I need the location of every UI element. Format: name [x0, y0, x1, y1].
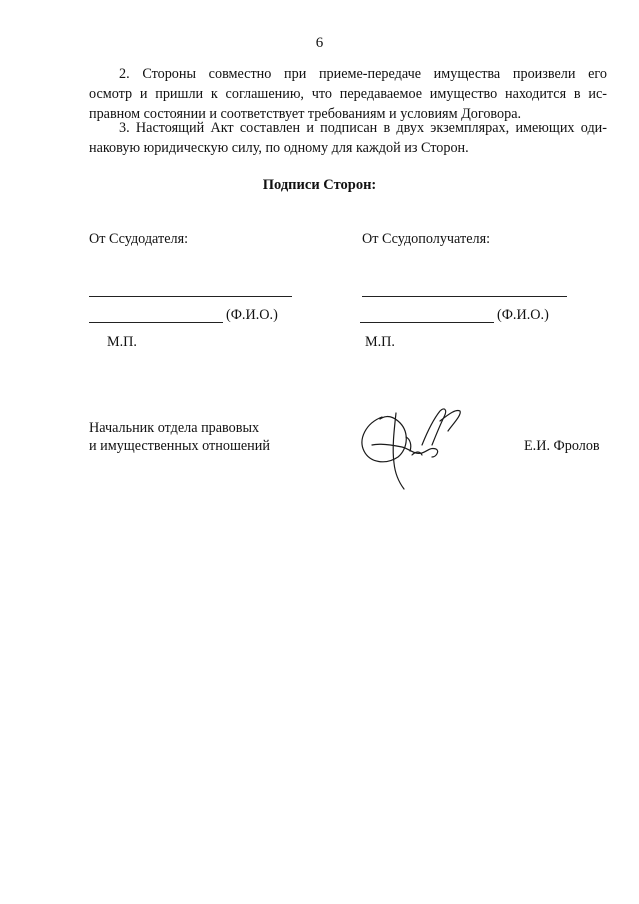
paragraph-2-line-2: осмотр и пришли к соглашению, что передаваемое имущество находится в ис- [89, 86, 607, 102]
borrower-fio-label: (Ф.И.О.) [497, 307, 549, 323]
lender-label: От Ссудодателя: [89, 231, 189, 247]
lender-signature-line [89, 296, 292, 297]
paragraph-3 [89, 118, 607, 158]
handwritten-signature [352, 401, 472, 493]
paragraph-3-line-2: наковую юридическую силу, по одному для каждой из Сторон. [89, 140, 469, 156]
borrower-signature-line [362, 296, 567, 297]
position-title-line-2: и имущественных отношений [89, 438, 270, 454]
paragraph-3-line-1: 3. Настоящий Акт составлен и подписан в двух экземплярах, имеющих оди- [119, 120, 607, 136]
paragraph-2-line-1: 2. Стороны совместно при приеме-передаче имущества произвели его [119, 66, 607, 82]
position-title-line-1: Начальник отдела правовых [89, 420, 260, 436]
lender-fio-label: (Ф.И.О.) [226, 307, 278, 323]
lender-stamp-label: М.П. [107, 334, 137, 350]
lender-fio-line [89, 322, 223, 323]
signatures-title: Подписи Сторон: [262, 177, 377, 193]
paragraph-2-line-3: правном состоянии и соответствует требованиям и условиям Договора. [89, 106, 522, 122]
signatory-name: Е.И. Фролов [524, 438, 600, 454]
borrower-fio-line [360, 322, 494, 323]
page-number: 6 [315, 35, 324, 51]
borrower-stamp-label: М.П. [365, 334, 395, 350]
paragraph-2 [89, 64, 607, 124]
borrower-label: От Ссудополучателя: [362, 231, 491, 247]
